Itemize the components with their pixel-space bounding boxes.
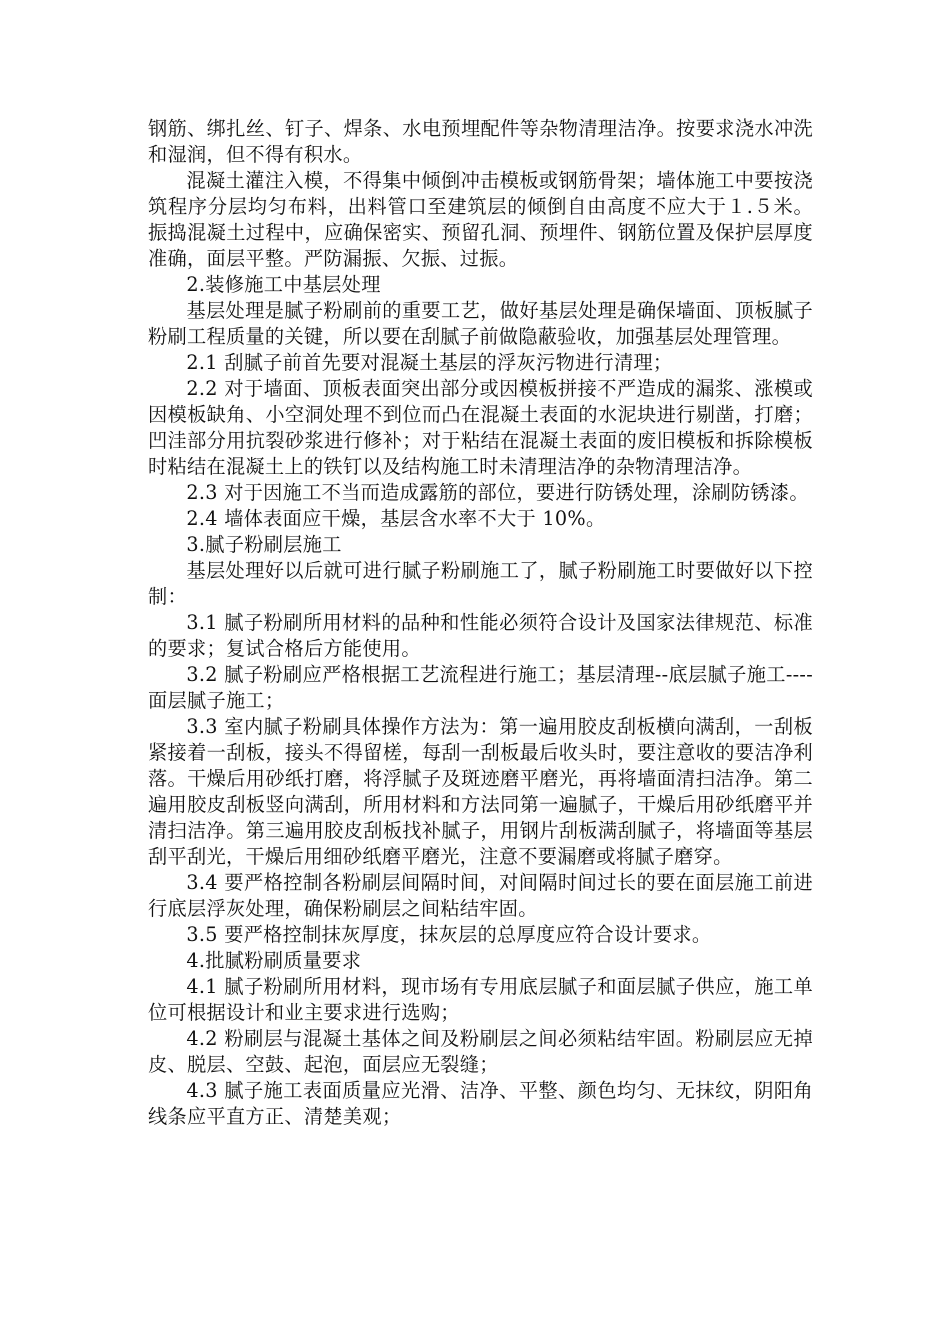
paragraph: 混凝土灌注入模，不得集中倾倒冲击模板或钢筋骨架；墙体施工中要按浇筑程序分层均匀布料，出料管口至建筑层的倾倒自由高度不应大于１.５米。振捣混凝土过程中，应确保密实、预留孔洞、预埋件、钢筋位置及保护层厚度准确，面层平整。严防漏振、欠振、过振。 [148,169,813,270]
list-item: 4.3 腻子施工表面质量应光滑、洁净、平整、颜色均匀、无抹纹，阴阳角线条应平直方正、清楚美观； [148,1079,813,1128]
list-item: 2.1 刮腻子前首先要对混凝土基层的浮灰污物进行清理； [186,351,673,374]
list-item: 2.4 墙体表面应干燥，基层含水率不大于 10%。 [186,507,606,530]
list-item: 2.2 对于墙面、顶板表面突出部分或因模板拼接不严造成的漏浆、涨模或因模板缺角、小空洞处理不到位而凸在混凝土表面的水泥块进行剔凿，打磨；凹洼部分用抗裂砂浆进行修补；对于粘结在混凝土表面的废旧模板和拆除模板时粘结在混凝土上的铁钉以及结构施工时未清理洁净的杂物清理洁净。 [148,377,813,478]
document-body [148,116,813,1130]
list-item: 3.4 要严格控制各粉刷层间隔时间，对间隔时间过长的要在面层施工前进行底层浮灰处理，确保粉刷层之间粘结牢固。 [148,871,813,920]
paragraph: 钢筋、绑扎丝、钉子、焊条、水电预埋配件等杂物清理洁净。按要求浇水冲洗和湿润，但不得有积水。 [148,117,813,166]
paragraph: 基层处理好以后就可进行腻子粉刷施工了，腻子粉刷施工时要做好以下控制： [148,559,813,608]
section-heading: 2.装修施工中基层处理 [186,273,381,296]
list-item: 3.3 室内腻子粉刷具体操作方法为：第一遍用胶皮刮板横向满刮，一刮板紧接着一刮板，接头不得留槎，每刮一刮板最后收头时，要注意收的要洁净利落。干燥后用砂纸打磨，将浮腻子及斑迹磨平磨光，再将墙面清扫洁净。第二遍用胶皮刮板竖向满刮，所用材料和方法同第一遍腻子，干燥后用砂纸磨平并清扫洁净。第三遍用胶皮刮板找补腻子，用钢片刮板满刮腻子，将墙面等基层刮平刮光，干燥后用细砂纸磨平磨光，注意不要漏磨或将腻子磨穿。 [148,715,813,868]
paragraph: 基层处理是腻子粉刷前的重要工艺，做好基层处理是确保墙面、顶板腻子粉刷工程质量的关键，所以要在刮腻子前做隐蔽验收，加强基层处理管理。 [148,299,813,348]
section-heading: 3.腻子粉刷层施工 [186,533,342,556]
section-heading: 4.批腻粉刷质量要求 [186,949,362,972]
list-item: 4.1 腻子粉刷所用材料，现市场有专用底层腻子和面层腻子供应，施工单位可根据设计和业主要求进行选购； [148,975,813,1024]
list-item: 2.3 对于因施工不当而造成露筋的部位，要进行防锈处理，涂刷防锈漆。 [186,481,809,504]
list-item: 4.2 粉刷层与混凝土基体之间及粉刷层之间必须粘结牢固。粉刷层应无掉皮、脱层、空鼓、起泡，面层应无裂缝； [148,1027,813,1076]
list-item: 3.2 腻子粉刷应严格根据工艺流程进行施工；基层清理--底层腻子施工----面层腻子施工； [148,663,813,712]
list-item: 3.1 腻子粉刷所用材料的品种和性能必须符合设计及国家法律规范、标准的要求；复试合格后方能使用。 [148,611,813,660]
list-item: 3.5 要严格控制抹灰厚度，抹灰层的总厚度应符合设计要求。 [186,923,712,946]
